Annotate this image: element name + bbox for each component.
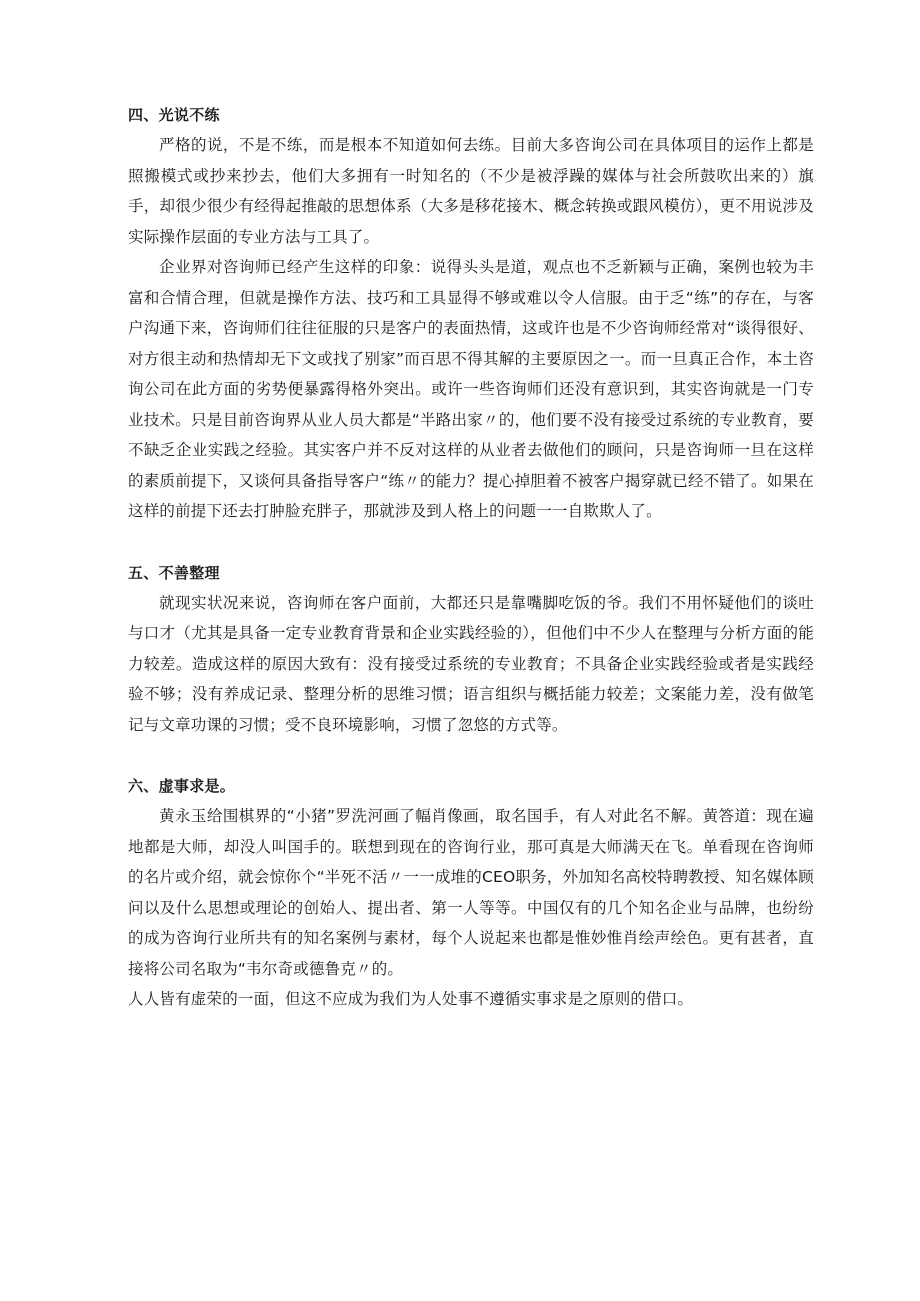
document-page: [128, 100, 814, 1015]
section-paragraph: 企业界对咨询师已经产生这样的印象：说得头头是道，观点也不乏新颖与正确，案例也较为丰富和合情合理，但就是操作方法、技巧和工具显得不够或难以令人信服。由于乏“练”的存在，与客户沟通下来，咨询师们往往征服的只是客户的表面热情，这或许也是不少咨询师经常对“谈得很好、对方很主动和热情却无下文或找了别家”而百思不得其解的主要原因之一。而一旦真正合作，本土咨询公司在此方面的劣势便暴露得格外突出。或许一些咨询师们还没有意识到，其实咨询就是一门专业技术。只是目前咨询界从业人员大都是“半路出家〃的，他们要不没有接受过系统的专业教育，要不缺乏企业实践之经验。其实客户并不反对这样的从业者去做他们的顾问，只是咨询师一旦在这样的素质前提下，又谈何具备指导客户“练〃的能力？提心掉胆着不被客户揭穿就已经不错了。如果在这样的前提下还去打肿脸充胖子，那就涉及到人格上的问题一一自欺欺人了。: [128, 258, 814, 520]
section-four: [128, 100, 814, 527]
section-paragraph: 人人皆有虚荣的一面，但这不应成为我们为人处事不遵循实事求是之原则的借口。: [128, 990, 694, 1008]
section-paragraph: 严格的说，不是不练，而是根本不知道如何去练。目前大多咨询公司在具体项目的运作上都是照搬模式或抄来抄去，他们大多拥有一时知名的（不少是被浮躁的媒体与社会所鼓吹出来的）旗手，却很少很少有经得起推敲的思想体系（大多是移花接木、概念转换或跟风模仿），更不用说涉及实际操作层面的专业方法与工具了。: [128, 136, 814, 246]
section-paragraph: 就现实状况来说，咨询师在客户面前，大都还只是靠嘴脚吃饭的爷。我们不用怀疑他们的谈吐与口才（尤其是具备一定专业教育背景和企业实践经验的），但他们中不少人在整理与分析方面的能力较差。造成这样的原因大致有：没有接受过系统的专业教育；不具备企业实践经验或者是实践经验不够；没有养成记录、整理分析的思维习惯；语言组织与概括能力较差；文案能力差，没有做笔记与文章功课的习惯；受不良环境影响，习惯了忽悠的方式等。: [128, 593, 814, 734]
section-paragraph: 黄永玉给围棋界的“小猪”罗洗河画了幅肖像画，取名国手，有人对此名不解。黄答道：现在遍地都是大师，却没人叫国手的。联想到现在的咨询行业，那可真是大师满天在飞。单看现在咨询师的名片或介绍，就会惊你个“半死不活〃一一成堆的CEO职务，外加知名高校特聘教授、知名媒体顾问以及什么思想或理论的创始人、提出者、第一人等等。中国仅有的几个知名企业与品牌，也纷纷的成为咨询行业所共有的知名案例与素材，每个人说起来也都是惟妙惟肖绘声绘色。更有甚者，直接将公司名取为“韦尔奇或德鲁克〃的。: [128, 807, 814, 978]
section-heading: 四、光说不练: [128, 106, 220, 124]
section-six: [128, 771, 814, 1015]
section-five: [128, 558, 814, 741]
section-heading: 六、虚事求是。: [128, 777, 236, 795]
section-heading: 五、不善整理: [128, 563, 220, 582]
